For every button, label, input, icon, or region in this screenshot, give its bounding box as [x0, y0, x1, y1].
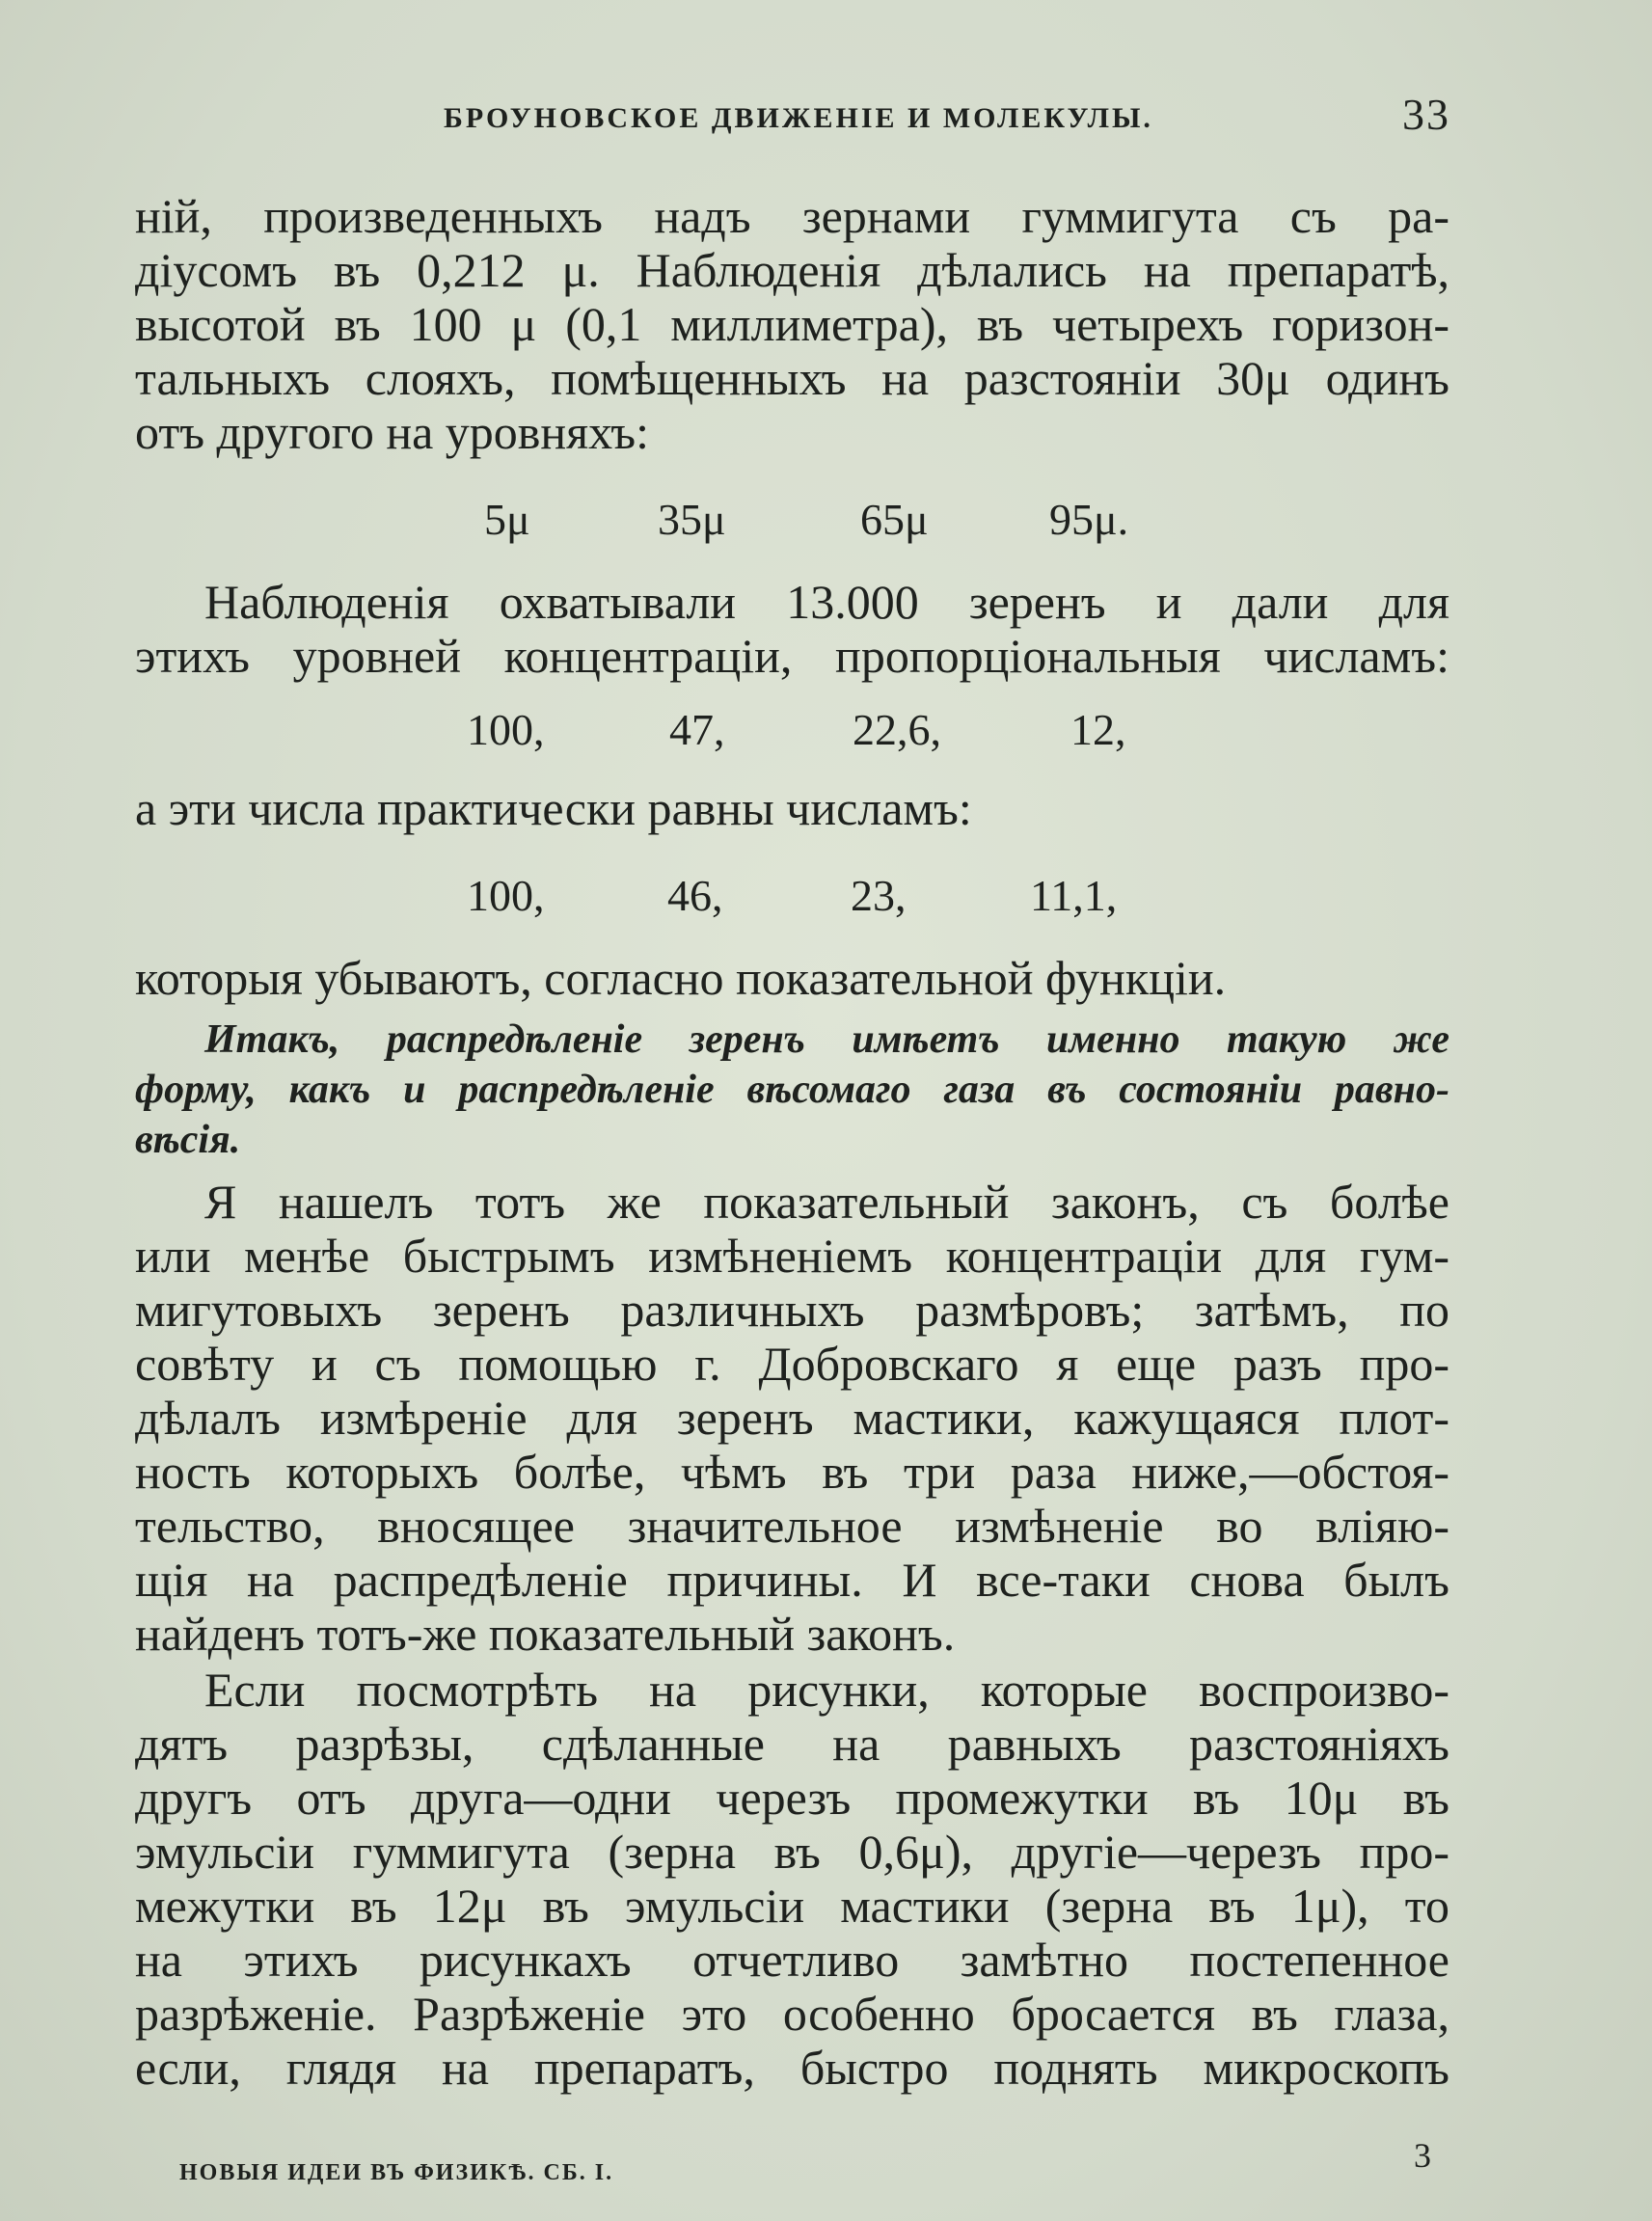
text-line: ность которыхъ болѣе, чѣмъ въ три раза ниже,—обстоя- — [135, 1445, 1449, 1499]
text-line: межутки въ 12μ въ эмульсіи мастики (зерна въ 1μ), то — [135, 1879, 1449, 1933]
text-line: дятъ разрѣзы, сдѣланные на равныхъ разстояніяхъ — [135, 1717, 1449, 1771]
text-line: или менѣе быстрымъ измѣненіемъ концентраціи для гум- — [135, 1229, 1449, 1283]
paragraph-1 — [135, 189, 1449, 459]
observed-value: 100, — [467, 705, 545, 754]
theoretical-value: 23, — [851, 871, 907, 920]
text-line: діусомъ въ 0,212 μ. Наблюденія дѣлались на препаратѣ, — [135, 243, 1449, 297]
text-line: Итакъ, распредѣленіе зеренъ имѣетъ именно такую же — [204, 1017, 1449, 1062]
text-line: разрѣженіе. Разрѣженіе это особенно бросается въ глаза, — [135, 1987, 1449, 2041]
text-line: если, глядя на препаратъ, быстро поднять микроскопъ — [135, 2041, 1449, 2095]
text-line: совѣту и съ помощью г. Добровскаго я еще разъ про- — [135, 1337, 1449, 1391]
observed-value: 12, — [1070, 705, 1126, 754]
text-line: этихъ уровней концентраціи, пропорціональныя числамъ: — [135, 629, 1449, 683]
footer — [179, 2136, 1433, 2186]
text-line: щія на распредѣленіе причины. И все-таки снова былъ — [135, 1553, 1449, 1607]
paragraph-5-italic — [135, 1015, 1449, 1165]
running-title: БРОУНОВСКОЕ ДВИЖЕНІЕ И МОЛЕКУЛЫ. — [444, 102, 1153, 134]
text-line: которыя убываютъ, согласно показательной функціи. — [135, 951, 1227, 1005]
observed-value: 47, — [669, 705, 725, 754]
level-value: 35μ — [658, 495, 726, 544]
text-line: вѣсія. — [135, 1118, 241, 1162]
level-value: 5μ — [484, 495, 530, 544]
theoretical-value: 100, — [467, 871, 545, 920]
text-line: а эти числа практически равны числамъ: — [135, 781, 972, 835]
theoretical-value: 46, — [667, 871, 723, 920]
text-line: на этихъ рисункахъ отчетливо замѣтно постепенное — [135, 1933, 1449, 1987]
text-line: мигутовыхъ зеренъ различныхъ размѣровъ; затѣмъ, по — [135, 1283, 1449, 1337]
observed-value: 22,6, — [853, 705, 941, 754]
level-value: 65μ — [860, 495, 929, 544]
text-line: Наблюденія охватывали 13.000 зеренъ и дали для — [204, 575, 1449, 629]
text-line: тальныхъ слояхъ, помѣщенныхъ на разстояніи 30μ одинъ — [135, 351, 1449, 405]
text-line: Я нашелъ тотъ же показательный законъ, съ болѣе — [204, 1175, 1449, 1229]
paragraph-3 — [135, 781, 1449, 835]
text-line: найденъ тотъ-же показательный законъ. — [135, 1607, 956, 1661]
paragraph-4 — [135, 951, 1449, 1005]
paragraph-6 — [135, 1175, 1449, 1661]
text-line: высотой въ 100 μ (0,1 миллиметра), въ четырехъ горизон- — [135, 297, 1449, 351]
footer-title: НОВЫЯ ИДЕИ ВЪ ФИЗИКѢ. СБ. I. — [179, 2160, 614, 2185]
theoretical-value: 11,1, — [1030, 871, 1118, 920]
page-number: 33 — [1402, 90, 1450, 139]
paragraph-2 — [135, 575, 1449, 683]
paragraph-7 — [135, 1663, 1449, 2095]
text-line: другъ отъ друга—одни черезъ промежутки въ 10μ въ — [135, 1771, 1449, 1825]
text-line: ній, произведенныхъ надъ зернами гуммигута съ ра- — [135, 189, 1449, 243]
text-line: форму, какъ и распредѣленіе вѣсомаго газа въ состояніи равно- — [135, 1068, 1449, 1112]
text-line: отъ другого на уровняхъ: — [135, 405, 650, 459]
level-value: 95μ. — [1049, 495, 1129, 544]
text-line: Если посмотрѣть на рисунки, которые воспроизво- — [204, 1663, 1449, 1717]
text-line: тельство, вносящее значительное измѣненіе во вліяю- — [135, 1499, 1449, 1553]
signature-mark: 3 — [1414, 2136, 1433, 2175]
text-line: дѣлалъ измѣреніе для зеренъ мастики, кажущаяся плот- — [135, 1391, 1449, 1445]
text-line: эмульсіи гуммигута (зерна въ 0,6μ), другіе—черезъ про- — [135, 1825, 1449, 1879]
